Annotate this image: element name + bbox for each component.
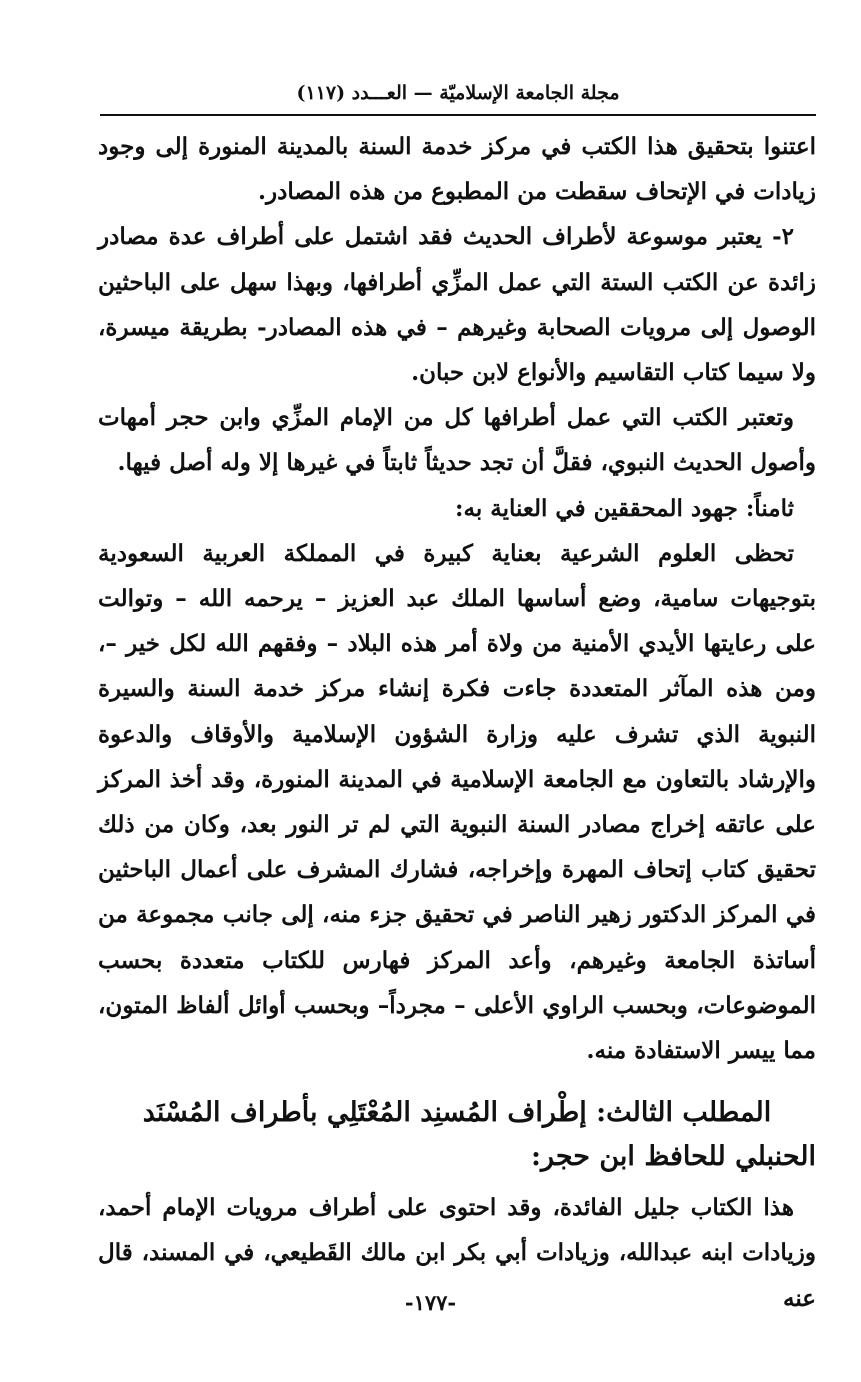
paragraph-6: هذا الكتاب جليل الفائدة، وقد احتوى على أطراف مرويات الإمام أحمد، وزيادات ابنه عبدالله، وزيادات أبي بكر ابن مالك القَطيعي، في المسند، قال عنه bbox=[98, 1194, 816, 1312]
section-heading: المطلب الثالث: إطْراف المُسنِد المُعْتَلِي بأطراف المُسْنَد الحنبلي للحافظ ابن حجر: bbox=[142, 1097, 816, 1173]
paragraph-5: تحظى العلوم الشرعية بعناية كبيرة في المملكة العربية السعودية بتوجيهات سامية، وضع أساسها الملك عبد العزيز – يرحمه الله – وتوالت على رعايتها الأيدي الأمنية من ولاة أمر هذه البلاد – وفقهم الله لكل خير –، ومن هذه المآثر المتعددة جاءت فكرة إنشاء مركز خدمة السنة والسيرة النبوية الذي تشرف عليه وزارة الشؤون الإسلامية والأوقاف والدعوة والإرشاد بالتعاون مع الجامعة الإسلامية في المدينة المنورة، وقد أخذ المركز على عاتقه إخراج مصادر السنة النبوية التي لم تر النور بعد، وكان من ذلك تحقيق كتاب إتحاف المهرة وإخراجه، فشارك المشرف على أعمال الباحثين في المركز الدكتور زهير الناصر في تحقيق جزء منه، إلى جانب مجموعة من أساتذة الجامعة وغيرهم، وأعد المركز فهارس للكتاب متعددة بحسب الموضوعات، وبحسب الراوي الأعلى – مجرداً– وبحسب أوائل ألفاظ المتون، مما ييسر الاستفادة منه. bbox=[98, 539, 816, 1065]
section-subheading: ثامناً: جهود المحققين في العناية به: bbox=[455, 494, 794, 522]
paragraph-3: وتعتبر الكتب التي عمل أطرافها كل من الإمام المزِّي وابن حجر أمهات وأصول الحديث النبوي، فقلَّ أن تجد حديثاً ثابتاً في غيرها إلا وله أصل فيها. bbox=[98, 404, 816, 477]
paragraph-1: اعتنوا بتحقيق هذا الكتب في مركز خدمة السنة بالمدينة المنورة إلى وجود زيادات في الإتحاف سقطت من المطبوع من هذه المصادر. bbox=[98, 133, 816, 206]
page-number: -١٧٧- bbox=[404, 1290, 457, 1315]
running-header: مجلة الجامعة الإسلاميّة — العـــدد (١١٧) bbox=[296, 82, 620, 104]
header-divider bbox=[100, 114, 816, 116]
article-body bbox=[98, 124, 816, 1321]
paragraph-2: ٢- يعتبر موسوعة لأطراف الحديث فقد اشتمل على أطراف عدة مصادر زائدة عن الكتب الستة التي عمل المزِّي أطرافها، وبهذا سهل على الباحثين الوصول إلى مرويات الصحابة وغيرهم – في هذه المصادر- بطريقة ميسرة، ولا سيما كتاب التقاسيم والأنواع لابن حبان. bbox=[98, 223, 816, 387]
